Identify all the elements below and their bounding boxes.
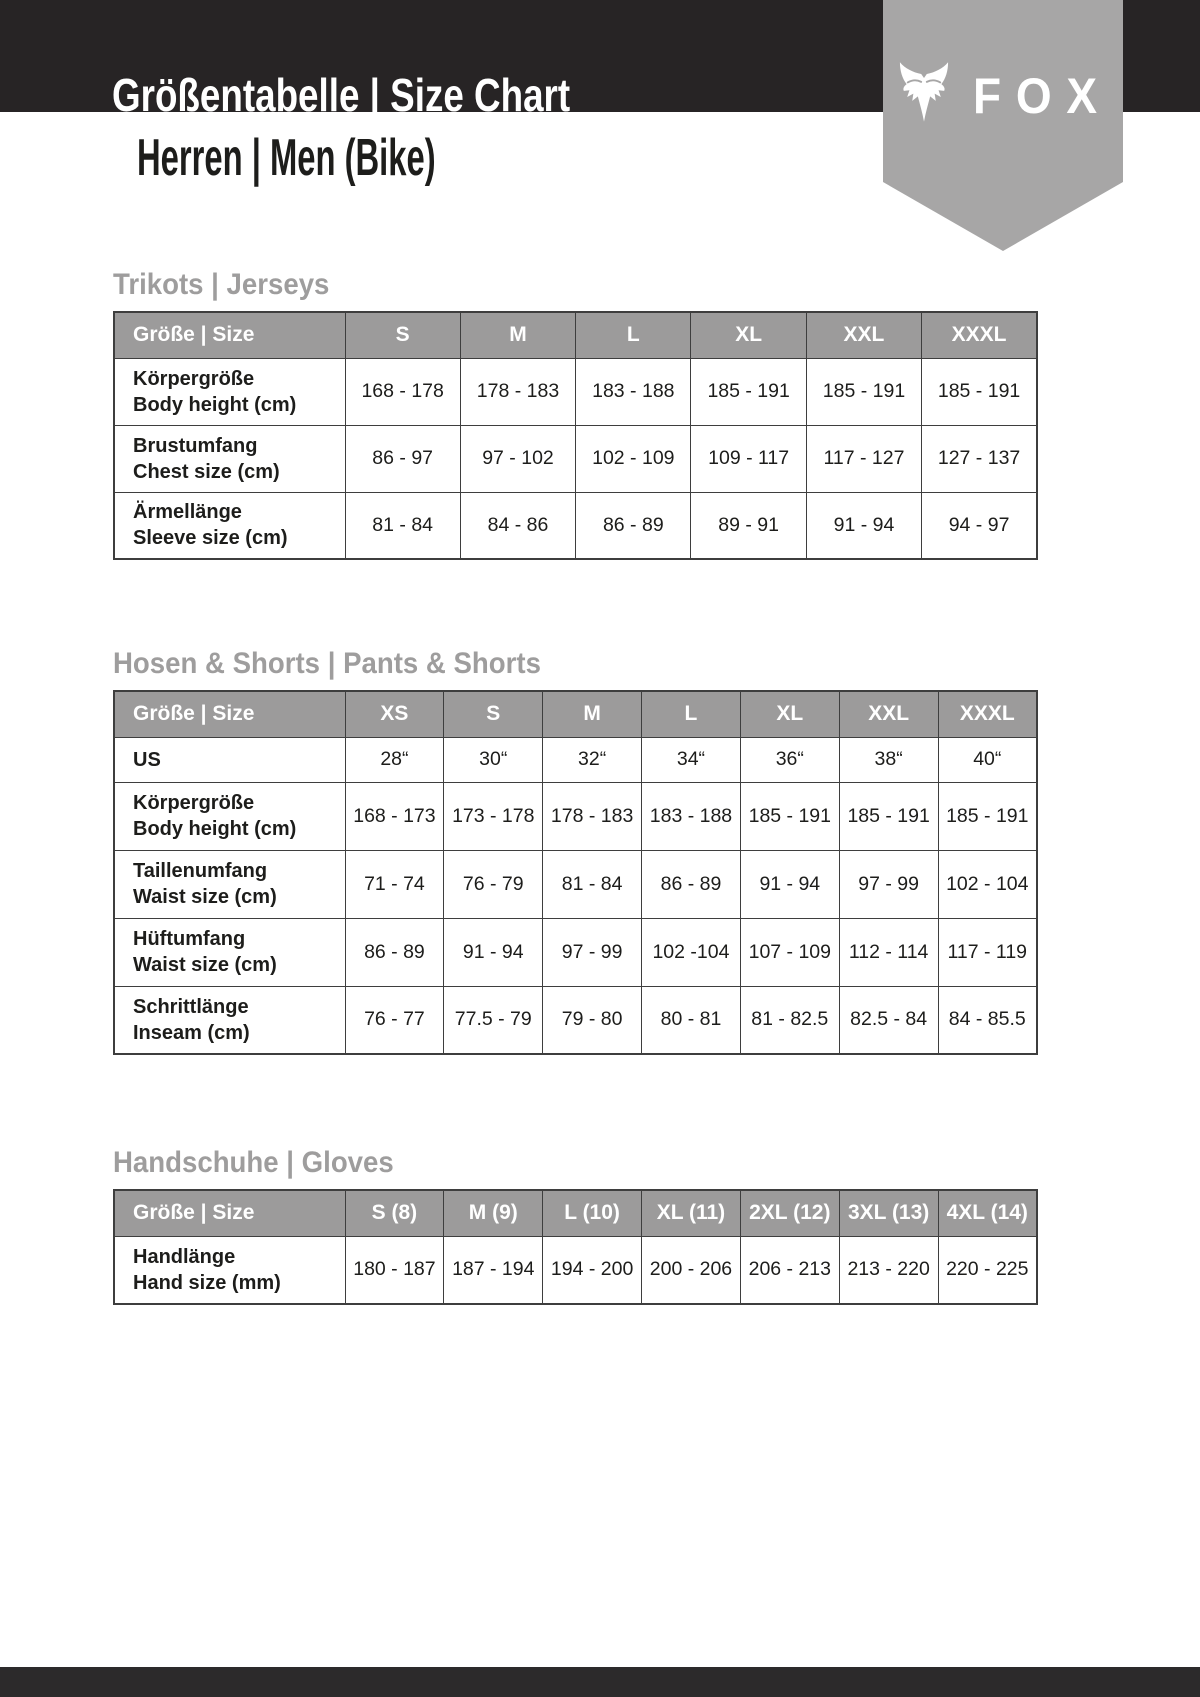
table-row <box>114 782 1037 850</box>
size-value-cell: 89 - 91 <box>691 492 806 559</box>
size-column-header: L (10) <box>543 1190 642 1236</box>
size-table-body <box>114 1236 1037 1304</box>
row-label-en: Sleeve size (cm) <box>133 527 288 550</box>
row-label-en: Chest size (cm) <box>133 460 280 483</box>
size-value-cell: 102 - 109 <box>576 425 691 492</box>
row-label <box>114 425 345 492</box>
size-table-body <box>114 358 1037 559</box>
size-value-cell: 206 - 213 <box>740 1236 839 1304</box>
size-value-cell: 86 - 97 <box>345 425 460 492</box>
size-value-cell: 81 - 84 <box>345 492 460 559</box>
row-label-en: Hand size (mm) <box>133 1271 281 1294</box>
size-value-cell: 194 - 200 <box>543 1236 642 1304</box>
row-label-en: Body height (cm) <box>133 393 297 416</box>
size-column-header: XS <box>345 691 444 737</box>
size-value-cell: 86 - 89 <box>642 850 741 918</box>
row-label-de: Brustumfang <box>133 434 258 457</box>
size-value-cell: 180 - 187 <box>345 1236 444 1304</box>
size-column-header: XXL <box>806 312 921 358</box>
size-value-cell: 81 - 82.5 <box>740 986 839 1054</box>
size-column-header: L <box>576 312 691 358</box>
size-value-cell: 94 - 97 <box>922 492 1037 559</box>
table-row <box>114 492 1037 559</box>
header-row <box>114 312 1037 358</box>
size-value-cell: 76 - 79 <box>444 850 543 918</box>
size-table <box>113 311 1038 560</box>
size-value-cell: 185 - 191 <box>740 782 839 850</box>
row-label <box>114 737 345 782</box>
page-subtitle: Herren | Men (Bike) <box>137 129 436 187</box>
size-value-cell: 185 - 191 <box>839 782 938 850</box>
size-value-cell: 178 - 183 <box>543 782 642 850</box>
table-row <box>114 425 1037 492</box>
row-label-en: Waist size (cm) <box>133 954 277 976</box>
size-column-header: M (9) <box>444 1190 543 1236</box>
row-label <box>114 782 345 850</box>
size-value-cell: 107 - 109 <box>740 918 839 986</box>
size-column-header: 4XL (14) <box>938 1190 1037 1236</box>
size-column-header: XL (11) <box>642 1190 741 1236</box>
size-value-cell: 200 - 206 <box>642 1236 741 1304</box>
row-label-de: US <box>133 748 161 771</box>
size-value-cell: 79 - 80 <box>543 986 642 1054</box>
row-label-de: Hüftumfang <box>133 928 246 950</box>
size-value-cell: 84 - 85.5 <box>938 986 1037 1054</box>
fox-head-icon <box>896 57 952 128</box>
size-value-cell: 183 - 188 <box>642 782 741 850</box>
size-column-header: XL <box>691 312 806 358</box>
section-heading: Handschuhe | Gloves <box>113 1146 394 1179</box>
size-table-head <box>114 691 1037 737</box>
size-value-cell: 34“ <box>642 737 741 782</box>
size-column-header: XXL <box>839 691 938 737</box>
page-title: Größentabelle | Size Chart <box>112 69 571 121</box>
row-label-en: Waist size (cm) <box>133 886 277 908</box>
row-label-de: Körpergröße <box>133 367 255 390</box>
size-value-cell: 102 -104 <box>642 918 741 986</box>
size-value-cell: 81 - 84 <box>543 850 642 918</box>
size-value-cell: 213 - 220 <box>839 1236 938 1304</box>
size-value-cell: 86 - 89 <box>576 492 691 559</box>
size-value-cell: 80 - 81 <box>642 986 741 1054</box>
size-value-cell: 40“ <box>938 737 1037 782</box>
section-2 <box>113 647 1038 1055</box>
size-value-cell: 32“ <box>543 737 642 782</box>
size-value-cell: 185 - 191 <box>806 358 921 425</box>
row-label-de: Handlänge <box>133 1245 236 1268</box>
row-label <box>114 1236 345 1304</box>
size-value-cell: 97 - 99 <box>543 918 642 986</box>
size-value-cell: 178 - 183 <box>460 358 575 425</box>
size-value-cell: 185 - 191 <box>922 358 1037 425</box>
table-row <box>114 737 1037 782</box>
header-row <box>114 691 1037 737</box>
size-value-cell: 185 - 191 <box>691 358 806 425</box>
size-value-cell: 102 - 104 <box>938 850 1037 918</box>
size-value-cell: 220 - 225 <box>938 1236 1037 1304</box>
section-heading: Hosen & Shorts | Pants & Shorts <box>113 647 541 680</box>
size-value-cell: 28“ <box>345 737 444 782</box>
row-label-de: Taillenumfang <box>133 860 268 882</box>
size-value-cell: 91 - 94 <box>806 492 921 559</box>
row-label-en: Inseam (cm) <box>133 1021 250 1044</box>
size-value-cell: 168 - 178 <box>345 358 460 425</box>
size-value-cell: 97 - 99 <box>839 850 938 918</box>
header-row <box>114 1190 1037 1236</box>
size-table-body <box>114 737 1037 1054</box>
table-row <box>114 918 1037 986</box>
size-value-cell: 187 - 194 <box>444 1236 543 1304</box>
size-value-cell: 91 - 94 <box>740 850 839 918</box>
size-column-header: S <box>444 691 543 737</box>
table-row <box>114 358 1037 425</box>
size-value-cell: 82.5 - 84 <box>839 986 938 1054</box>
table-row <box>114 1236 1037 1304</box>
size-table <box>113 1189 1038 1305</box>
row-label <box>114 918 345 986</box>
brand-pennant <box>883 0 1123 251</box>
size-column-header: S <box>345 312 460 358</box>
row-label <box>114 492 345 559</box>
size-column-header: XXXL <box>938 691 1037 737</box>
size-column-header: XXXL <box>922 312 1037 358</box>
section-heading: Trikots | Jerseys <box>113 268 330 301</box>
size-column-header: M <box>460 312 575 358</box>
size-value-cell: 173 - 178 <box>444 782 543 850</box>
size-column-header: S (8) <box>345 1190 444 1236</box>
size-value-cell: 86 - 89 <box>345 918 444 986</box>
size-value-cell: 127 - 137 <box>922 425 1037 492</box>
size-value-cell: 30“ <box>444 737 543 782</box>
size-table-head <box>114 1190 1037 1236</box>
row-label <box>114 986 345 1054</box>
table-row <box>114 986 1037 1054</box>
size-value-cell: 76 - 77 <box>345 986 444 1054</box>
size-table <box>113 690 1038 1055</box>
size-value-cell: 36“ <box>740 737 839 782</box>
size-value-cell: 109 - 117 <box>691 425 806 492</box>
size-value-cell: 91 - 94 <box>444 918 543 986</box>
size-value-cell: 112 - 114 <box>839 918 938 986</box>
row-label <box>114 358 345 425</box>
size-value-cell: 183 - 188 <box>576 358 691 425</box>
size-value-cell: 185 - 191 <box>938 782 1037 850</box>
size-column-header: 2XL (12) <box>740 1190 839 1236</box>
size-value-cell: 117 - 127 <box>806 425 921 492</box>
size-value-cell: 168 - 173 <box>345 782 444 850</box>
size-column-header: XL <box>740 691 839 737</box>
row-label-en: Body height (cm) <box>133 818 297 840</box>
size-value-cell: 117 - 119 <box>938 918 1037 986</box>
size-label-header: Größe | Size <box>114 691 345 737</box>
size-value-cell: 38“ <box>839 737 938 782</box>
footer-bar <box>0 1667 1200 1697</box>
table-row <box>114 850 1037 918</box>
row-label-de: Körpergröße <box>133 792 255 814</box>
size-value-cell: 97 - 102 <box>460 425 575 492</box>
row-label-de: Ärmellänge <box>133 501 242 524</box>
size-label-header: Größe | Size <box>114 1190 345 1236</box>
section-3 <box>113 1146 1038 1305</box>
brand-wordmark: FOX <box>973 68 1112 124</box>
size-column-header: 3XL (13) <box>839 1190 938 1236</box>
size-label-header: Größe | Size <box>114 312 345 358</box>
size-value-cell: 77.5 - 79 <box>444 986 543 1054</box>
size-column-header: L <box>642 691 741 737</box>
size-column-header: M <box>543 691 642 737</box>
size-value-cell: 71 - 74 <box>345 850 444 918</box>
row-label <box>114 850 345 918</box>
section-1 <box>113 268 1038 560</box>
row-label-de: Schrittlänge <box>133 995 249 1018</box>
size-value-cell: 84 - 86 <box>460 492 575 559</box>
size-table-head <box>114 312 1037 358</box>
